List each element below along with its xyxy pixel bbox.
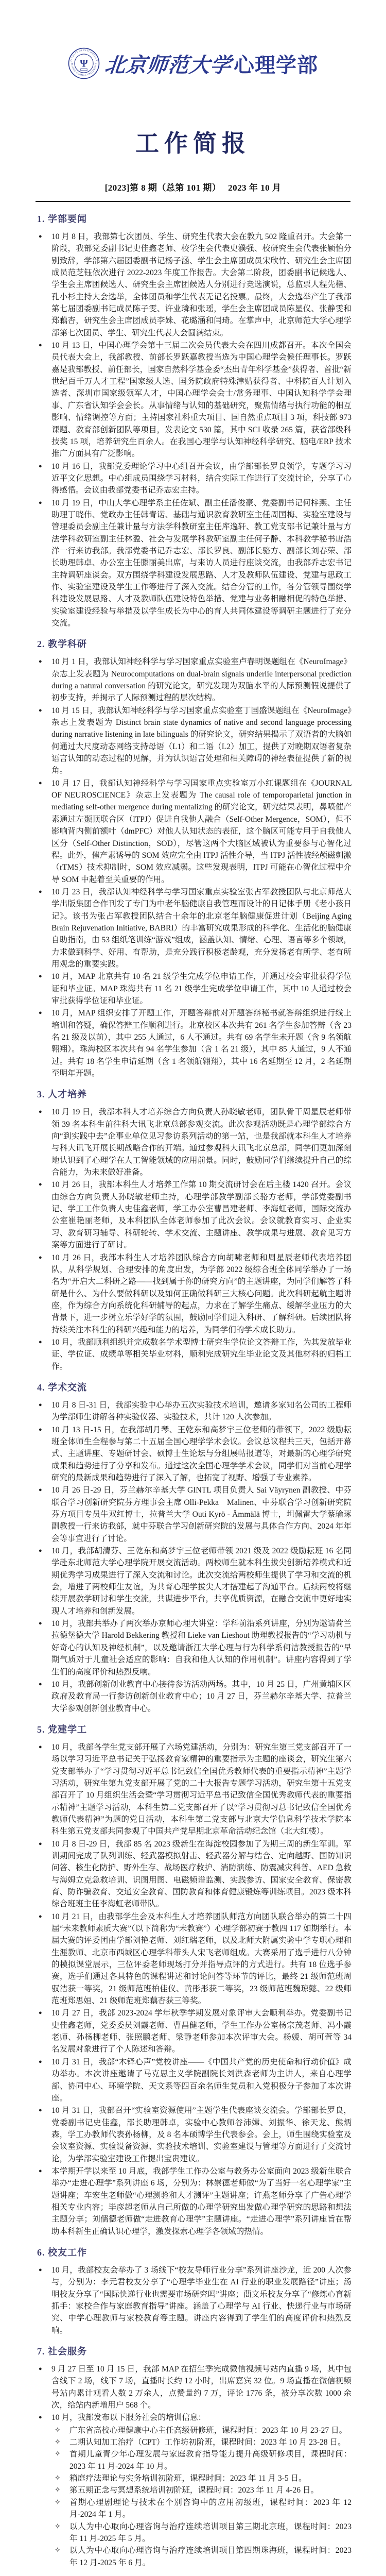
list-item-text: 10 月，我部发布以下服务社会的培训信息：	[51, 2413, 206, 2422]
list-item	[37, 2007, 352, 2055]
list-item-text: 10 月，MAP 北京共有 10 名 21 级学生完成学位申请工作，并通过校会审批获得学位证和毕业证。MAP 珠海共有 11 名 21 级学生完成学位申请工作，其中 10 人通过校会审批获得学位证和毕业证。	[51, 972, 352, 1005]
list-item	[37, 1679, 352, 1715]
list-item	[37, 2412, 352, 2424]
bullet-icon: ●	[39, 342, 42, 349]
section-heading: 6. 校友工作	[37, 2247, 87, 2258]
section-heading: 2. 教学科研	[37, 639, 87, 650]
list-item-text: 10 月，我部共举办了两次举办京师心理大讲堂：学科前沿系列讲座，分别为邀请荷兰拉德堡德大学 Harold Bekkering 教授和 Lieke van Lieshout 助理教授报告的“学习动机与好奇心的认知及神经机制”，以及邀请浙江大学心理与行为科学系何洁教授报告的“早期气质对于儿童社会适应的影响：自我和他人认知的作用机制”。讲座内容得到了学生们的高度评价和热烈反响。	[51, 1619, 352, 1676]
sub-list-item	[51, 2497, 352, 2521]
bullet-icon: ●	[39, 1743, 42, 1750]
sub-list-item	[51, 2484, 352, 2496]
work-briefing-page	[0, 45, 386, 2576]
report-section	[37, 212, 352, 629]
list-item	[37, 656, 352, 704]
sub-list-item-text: 首期心理剧理论与技术在个别咨询中的应用初级班，课程时间：2023 年 12 月-2024 年 1 月。	[69, 2498, 352, 2519]
list-item	[37, 971, 352, 1007]
document-title: 工作简报	[135, 130, 251, 157]
bullet-icon: ●	[39, 499, 42, 506]
list-item-text: 10 月，我部各学生党支部开展了六场党建活动，分别为：研究生第三党支部召开了一场以学习习近平总书记关于弘扬教育家精神的重要指示为主题的座谈会，研究生第六党支部举办了“学习贯彻习近平总书记致信全国优秀教师代表的重要指示精神”主题学习活动，研究生第九党支部开展了党的二十大报告专题学习活动，研究生第十五党支部召开了 10 月组织生活会暨“学习贯彻习近平总书记致信全国优秀教师代表的重要指示精神”主题学习活动，本科生第二党支部召开了以“学习贯彻习总书记致信全国优秀教师代表精神”为题的党日活动，本科生第二党支部与北京大学信息科学技术学院本科生第五党支部共同参观了中国共产党早期北京革命活动纪念馆（北大红楼）。	[51, 1742, 352, 1836]
list-item-text: 10 月 26 日，我部本科生人才培养工作第 10 期交流研讨会在后主楼 1420 召开。会议由综合方向负责人孙晓敏老师主持，心理学部教学副部长骆方老师，学部党委副书记、学工工作负责人史佳鑫老师，学工办公室曹昌建老师、李海虹老师，国际交流办公室崔艳丽老师，及本科团队全体老师参加了此次会议。会议就教育实习、企业实习、教育研习辅导、科研轮转、学术交流、主题讲座、教学成果与进展、教育见习方案等方面进行了研讨。	[51, 1180, 352, 1250]
sub-list-item-text: 首期儿童青少年心理发展与家庭教育指导能力提升高级研修项目，课程时间：2023 年 11 月-2024 年 10 月。	[69, 2450, 352, 2471]
list-item	[37, 1618, 352, 1678]
list-item	[37, 1424, 352, 1484]
diamond-bullet-icon: ✧	[55, 2426, 61, 2434]
list-item	[37, 2264, 352, 2336]
list-item-text: 10 月 19 日，中山大学心理学系主任佐斌、副主任潘俊豪、党委副书记何梓燕、主任助理丁晓伟、党政办主任韩青诺、基础与通识教育教研室主任周国梅、实验室建设与管理委员会副主任兼计量与方法学科教研室主任库逸轩、教工党支部书记兼计量与方法学科教研室副主任林盈、社会与发展学科教研室副主任何子静、本科教学秘书唐浩洋一行来访我部。我部党委书记乔志宏、部长罗良、副部长骆方、副部长刘春荣、部长助理韩卓、办公室主任滕丽美出席，与来访人员进行座谈交流，由我部乔志宏书记主持调研座谈会。双方围绕学科建设发展思路、人才及教师队伍建设、党建与思政工作、实验室建设及学生工作等进行了深入交流。结合分管的工作，各分管领导围绕学科建设发展思路、人才及教师队伍建设特色举措、党建与业务相融相促的特色举措、实验室建设经验与举措及以学生成长为中心的育人共同体建设等调研主题进行了充分交流。	[51, 498, 352, 628]
list-item	[37, 1545, 352, 1617]
sub-list-item	[51, 2425, 352, 2436]
list-item-text: 10 月 19 日，我部本科人才培养综合方向负责人孙晓敏老师，团队骨干周星辰老师带领 39 名本科生前往科大讯飞北京总部参观交流。此次参观活动既是心理学部综合方向“到实践中去”企事业单位见习参访系列活动的第一站，也是我部就本科生人才培养与科大讯飞开展长期战略合作的开端。通过参观科大讯飞北京总部，同学们更加深刻地认识到了心理学在人工智能领域的应用前景。同时，鼓励同学们继续提升自己的综合能力，为未来做好准备。	[51, 1108, 352, 1177]
diamond-bullet-icon: ✧	[55, 2475, 61, 2483]
list-item-text: 10 月 8 日，我部第七次团员、学生、研究生代表大会在教九 502 隆重召开。大会第一阶段，我部党委副书记史佳鑫老师、校学生会代表史濮强、校研究生会代表张颖怡分别致辞，学部第六届团委副书记杨子涵、学生会主席团成员宋欣竹、研究生会主席团成员范芝钰依次进行 2022-2023 年度工作报告。大会第二阶段，团委副书记候选人、学生会主席团候选人、研究生会主席团候选人分别进行竞选演说，总监票人程先楷、孔小杉主持大会选举，全体团员和学生代表无记名投票。最终，大会选举产生了我部第七届团委副书记成员陈子雯、许业璘和张瑶，学生会主席团成员陈星仪、张静雯和郑藕杏，研究生会主席团成员李姝、花璐涵和闫琦。在掌声中，北京师范大学心理学部第七次团员、学生、研究生代表大会圆满结束。	[51, 232, 352, 337]
issue-number-line: [2023]第 8 期（总第 101 期） 2023 年 10 月	[104, 183, 282, 193]
sub-list-item	[51, 2521, 352, 2545]
university-logo-name	[105, 49, 318, 78]
list-item-text: 10 月 16 日，我部党委理论学习中心组召开会议，由学部部长罗良领学，专题学习习近平文化思想。中心组成员围绕学习材料，结合实际工作进行了交流讨论，分享了心得感悟。会议由我部党委书记乔志宏主持。	[51, 462, 352, 495]
list-item	[37, 2165, 352, 2238]
header-logo-row	[0, 45, 386, 81]
bullet-icon: ●	[39, 2167, 42, 2174]
list-item	[37, 705, 352, 777]
bullet-icon: ●	[39, 2107, 42, 2114]
list-item-text: 10 月，我部校友会举办了 3 场线下“校友导师行业分享”系列讲座沙龙，近 200 人次参与，分别为：李元君校友分享了“心理学毕业生在 AI 行业的职业发展路径”讲座；汤明校友分享了“国际快递行业也需要市场研究吗”讲座；蔄文乐校友分享了“修炼心育新抓手：家校合作与家庭教育指导”讲座。涵盖了心理学与 AI 行业、快递行业与市场研究、中学心理教师与家校教育等主题。讲座内容得到了学生们的高度评价和热烈反响。	[51, 2265, 352, 2335]
list-item-text: 10 月 27 日，我部 2023-2024 学年秋季学期发展对象评审大会顺利举办。党委副书记史佳鑫老师，党委委员刘霞老师、曹昌健老师，学生工作办公室杨宗茂老师、冯小霞老师、孙杨柳老师、张照鹏老师、梁静老师参加本次评审大会。杨媛、胡可萱等 34 名发展对象进行了个人陈述和答辩。	[51, 2009, 352, 2054]
list-item-text: 10 月 15 日，我部认知神经科学与学习国家重点实验室丁国盛课题组在《NeuroImage》杂志上发表题为 Distinct brain state dynamics of native and second language processing during narrative listening in late bilinguals 的研究论文，研究结果揭示了双语者的大脑如何通过大尺度动态网络支持母语（L1）和二语（L2）加工，提供了对晚期双语者复杂语言认知的动态过程的见解，并为认识语言处理和相关障碍的神经表征提供了新的视角。	[51, 706, 352, 775]
list-item	[37, 2363, 352, 2411]
bullet-icon: ●	[39, 1010, 42, 1016]
bullet-icon: ●	[39, 2366, 42, 2372]
psi-symbol: Ψ	[80, 58, 88, 70]
section-heading: 3. 人才培养	[37, 1089, 87, 1100]
bullet-icon: ●	[39, 1681, 42, 1687]
bullet-icon: ●	[39, 779, 42, 786]
list-item	[37, 1336, 352, 1372]
list-item-text: 10 月 8 日-29 日，我部 85 名 2023 级新生在海淀校园参加了为期三周的新生军训。军训期间完成了队列训练、轻武器模拟射击、轻武器分解与结合、定向越野、国防知识问答、核生化防护、野外生存、战场医疗救护、消防演练、防震减灾科普、AED 急救与海姆立克急救培训、识图用图、电磁频谱监测、实践参访、国家安全教育、保密教育、防诈骗教育、交通安全教育、国防教育和体育健康锻炼等训练项目。2023 级本科综合班班主任李海虹老师带队。	[51, 1839, 352, 1909]
bullet-icon: ●	[39, 1426, 42, 1433]
sub-list-item-text: 二期认知加工治疗（CPT）工作坊初阶班，课程时间：2023 年 10 月 23-28 日。	[69, 2438, 346, 2447]
bullet-icon: ●	[39, 973, 42, 980]
list-item	[37, 2105, 352, 2165]
diamond-bullet-icon: ✧	[55, 2498, 61, 2506]
sub-list-item-text: 第五期正念与冥想系统培训初阶班，课程时间：2023 年 11 月 4-26 日。	[69, 2486, 319, 2495]
sub-list-item	[51, 2472, 352, 2484]
sub-list-item	[51, 2545, 352, 2569]
diamond-bullet-icon: ✧	[55, 2522, 61, 2531]
list-item	[37, 1484, 352, 1545]
report-section	[37, 2344, 352, 2569]
list-item	[37, 1911, 352, 2007]
list-item-text: 本学期开学以来至 10 月底，我部学生工作办公室与教务办公室面向 2023 级新生联合举办“走进心理学”系列讲座 6 场，分别为：林崇德老师做“为了当好一名心理学家”主题讲座；车宏生老师做“心理测验和人才测评”主题讲座；许燕老师分享了广告心理学相关专业内容；毕彦超老师从自己所做的心理学研究出发做心理学研究的思路和想法主题分享；刘儒德老师做“走进教育心理学”主题讲座。“走进心理学”系列讲座旨在帮助本科新生正确认识心理学，激发探索心理学各领域的热情。	[51, 2166, 352, 2236]
report-section	[37, 1380, 352, 1715]
report-section	[37, 2245, 352, 2336]
list-item	[37, 231, 352, 339]
list-item	[37, 886, 352, 970]
diamond-bullet-icon: ✧	[55, 2450, 61, 2459]
list-item-text: 10 月 17 日，我部认知神经科学与学习国家重点实验室万小红课题组在《JOURNAL OF NEUROSCIENCE》杂志上发表题为 The causal role of temporoparietal junction in mediating self-other mergence during mentalizing 的研究论文，研究结果表明，鼻喷催产素通过左颞顶联合区（lTPJ）促进自我他人融合（Self-Other Mergence，SOM），但不影响背内侧前额叶（dmPFC）对他人认知状态的表征，这个脑区可能专用于自我他人区分（Self-Other Distinction，SOD），尽管这两个大脑区域被认为重要参与心智化过程。此外，催产素诱导的 SOM 效应完全由 lTPJ 活性介导，当 lTPJ 活性被经颅磁刺激（rTMS）技术抑制时，SOM 效应减弱。这些发现表明，lTPJ 可能在心智化过程中介导 SOM 中起着至关重要的作用。	[51, 778, 368, 884]
section-heading: 1. 学部要闻	[37, 214, 87, 224]
bullet-icon: ●	[39, 1620, 42, 1627]
bullet-icon: ●	[39, 1401, 42, 1408]
sub-list-item-text: 以人为中心取向心理咨询与治疗连续培训项目第四期珠海班，课程时间：2023 年 12 月-2025 年 6 月。	[69, 2546, 352, 2567]
list-item-text: 10 月，MAP 组织安排了开题工作，开题答辩前对开题答辩秘书就答辩组织进行线上培训和答疑，确保答辩工作顺利进行。北京校区本次共有 261 名学生参加答辩（含 23 名 21 级及以前），其中 255 人通过，6 人不通过。共有 69 名学生未开题（含 9 名领航翱翔）。珠海校区本次共有 94 名学生参加（含 1 名 21 级），其中 85 人通过，9 人不通过。共有 18 名学生申请延期（含 1 名领航翱翔），其中 16 名延期至 12 月，2 名延期至明年开题。	[51, 1009, 352, 1078]
list-item-text: 9 月 27 日至 10 月 15 日，我部 MAP 在招生季完成微信视频号站内直播 9 场，其中包含线下 2 场，线下 7 场，直播时长约 12 小时，出席嘉宾 32 位。9 场直播在微信视频号站内累计观看人数 2 万余人，点赞量约 7 万，评论 1776 条，被分享次数 1000 余次，给站内新增用户 568 个。	[51, 2365, 352, 2410]
list-item	[37, 1179, 352, 1251]
list-item	[37, 1741, 352, 1838]
list-item-text: 10 月 23 日，我部认知神经科学与学习国家重点实验室张占军教授团队与北京师范大学出版集团合作刊发了专门为中老年脑健康自我管理而设计的日记体手册《老小孩日记》。该书为张占军教授团队结合十余年的北京老年脑健康促进计划（Beijing Aging Brain Rejuvenation Initiative, BABRI）的丰富研究成果形成的科学化、生活化的脑健康自助指南，由 53 组纸笔训练“游戏”组成，涵盖认知、情绪、心理、语言等多个领域，力求做到科学、好用、有帮助，是充分践行积极老龄观，充分发扬老有所学、老有所用观念的重要实践。	[51, 887, 352, 969]
list-item	[37, 1838, 352, 1910]
svg-text:FACULTY OF PSYCHOLOGY: FACULTY OF PSYCHOLOGY	[69, 48, 99, 62]
list-item-text: 10 月，我部胡清芬、王乾东和高梦宇三位老师带领 2021 级及 2022 级励耘班 16 名同学赴东北师范大学心理学院开展交流活动。两校师生就本科生拔尖创新培养模式和近期优秀学习成果进行了深入交流和讨论。此次交流给两校师生提供了学习和交流的机会，增进了两校师生友谊，为共育心理学拔尖人才搭建起了沟通平台。后续两校将继续开展教学研讨和学生交流，共谋进步平台，共享优质资源，在融合交流中更好地实现人才培养和创新发展。	[51, 1547, 352, 1616]
bullet-icon: ●	[39, 463, 42, 469]
list-item-text: 10 月 13 日-15 日，在我部胡月琴、王乾东和高梦宇三位老师的带领下，2022 级励耘班全体师生全程参与第二十五届全国心理学学术会议。会议总议程共三天，包括开幕式、主题讲座、专题研讨会、硕博士生论坛与分组展帖报道等，对最新的心理学研究成果和趋势进行了分享和发布。通过这次全国心理学学术会议，同学们对当前心理学研究的最新成果和趋势进行了深入了解，也拓宽了视野、增强了专业素养。	[51, 1425, 352, 1482]
section-heading: 4. 学术交流	[37, 1382, 87, 1393]
bullet-icon: ●	[39, 1254, 42, 1261]
list-item-text: 10 月 21 日，由我部学生会及本科生人才培养团队师范方向团队联合举办的第二十四届“未来教师素质大赛”（以下简称为“未教赛”）心理学部初赛于教四 117 如期举行。本届大赛的评委团由学部刘艳老师、刘红瑞老师，以及北师大附属实验中学专职心理和生涯教师、北京市西城区心理学科带头人宋飞老师组成。大赛采用了选手进行八分钟的模拟课堂展示，三位评委老师现场打分并指导点评的方式进行。共有 18 位选手参赛，选手们通过各具特色的课程讲述和讨论问答等环节的评比，最终 21 级师范班周驭洁获一等奖，21 级师范班柏佳仪、黄彤彤获二等奖，23 级师范班魏琼懿、22 级师范班郑思姮、21 级师范班郑藕杏获三等奖。	[51, 1912, 352, 2006]
list-item-text: 10 月 31 日，我部“木铎心声”党校讲座——《中国共产党的历史使命和行动价值》成功举办。本次讲座邀请了马克思主义学院副院长刘洪森老师为主讲人，来自心理学部、协同中心、环境学院、天文系等四百余名师生党员和入党积极分子参加了本次讲座。	[51, 2057, 352, 2103]
bullet-icon: ●	[39, 2058, 42, 2065]
list-item	[37, 2056, 352, 2104]
bullet-icon: ●	[39, 1181, 42, 1188]
svg-text:BEIJING NORMAL UNIVERSITY: BEIJING NORMAL UNIVERSITY	[71, 62, 97, 77]
bullet-icon: ●	[39, 1548, 42, 1554]
list-item-text: 10 月，我部顺利组织并完成数名学术型博士研究生学位论文答辩工作，为其发放毕业证、学位证、成绩单等相关毕业材料，顺利完成研究生毕业论文及其他材料的归档工作。	[51, 1337, 352, 1371]
list-item	[37, 777, 368, 886]
list-item	[37, 340, 352, 460]
logo-name-university: 北京师范大学	[103, 53, 233, 77]
bullet-icon: ●	[39, 233, 42, 240]
list-item-text: 10 月 1 日，我部认知神经科学与学习国家重点实验室卢春明课题组在《NeuroImage》杂志上发表题为 Neurocomputations on dual-brain signals underlie interpersonal prediction during a natural conversation 的研究论文，研究发现为双脑水平的人际预测假说提供了初步支持，并揭示了人际预测过程的层次结构。	[51, 657, 352, 703]
bullet-icon: ●	[39, 1487, 42, 1494]
sub-list-item-text: 以人为中心取向心理咨询与治疗连续培训项目第三期北京班，课程时间：2023 年 11 月-2025 年 5 月。	[69, 2522, 352, 2543]
university-seal-icon	[68, 47, 100, 79]
list-item-text: 10 月 13 日，中国心理学会第十三届二次会员代表大会在四川成都召开。本次全国会员代表大会上，我部教授、前部长罗跃嘉教授当选为中国心理学会候任理事长。罗跃嘉是我部教授、前任部长，国家自然科学基金委“杰出青年科学基金”获得者、首批“新世纪百千万人才工程”国家级人选、国务院政府特殊津贴获得者、中科院百人计划入选者、深圳市国家级领军人才，中国心理学会会士/常务理事、中国认知科学学会理事、广东省认知学会会长。从事情绪与认知的基础研究，聚焦情绪与执行功能的相互影响、情绪调控等方面；主持国家社科重大项目、国自然重点项目 3 项，科技部 973 课题、教育部创新团队等项目，发表论文 530 篇，其中 SCI 收录 265 篇，获省部级科技奖 15 项，培养研究生百余人。在我国心理学与认知神经科学研究、脑电/ERP 技术推广方面具有广泛影响。	[51, 341, 352, 459]
sub-list-item	[51, 2436, 352, 2448]
bullet-icon: ●	[39, 1338, 42, 1345]
list-item	[37, 1399, 352, 1423]
sub-list-item-text: 广东省高校心理健康中心主任高级研修班，课程时间：2023 年 10 月 23-27 日。	[69, 2426, 347, 2435]
list-item	[37, 461, 352, 497]
report-section	[37, 637, 368, 1079]
section-heading: 5. 党建学工	[37, 1724, 87, 1735]
list-item-text: 10 月 31 日，我部召开“实验室资源使用”主题学生代表座谈交流会。学部部长罗良，党委副书记史佳鑫，部长助理韩卓，实验中心教师谷沛嫦、刘振华、徐天龙、熊炳森，学工办教师代表孙杨柳，及 8 名本硕博学生代表参会。会上，师生围绕实验室及会议室资源、实验设备资源、实验技术培训、实验室建设与管理等方面进行了交流讨论，为学部实验室建设工作提出宝贵建议。	[51, 2106, 352, 2163]
diamond-bullet-icon: ✧	[55, 2486, 61, 2495]
bullet-icon: ●	[39, 1913, 42, 1920]
bullet-icon: ●	[39, 2010, 42, 2016]
bullet-icon: ●	[39, 2266, 42, 2273]
report-section	[37, 1722, 352, 2238]
section-heading: 7. 社会服务	[37, 2346, 87, 2357]
bullet-icon: ●	[39, 707, 42, 714]
list-item	[37, 1007, 352, 1079]
report-section	[37, 1087, 352, 1372]
sub-list-item	[51, 2448, 352, 2472]
diamond-bullet-icon: ✧	[55, 2438, 61, 2447]
bullet-icon: ●	[39, 658, 42, 665]
sections	[0, 202, 386, 2569]
bullet-icon: ●	[39, 888, 42, 895]
list-item	[37, 497, 352, 630]
list-item-text: 10 月 8 日-31 日，我部实验中心举办五次实验技术培训，邀请多家知名公司的工程师为学部师生讲解各种实验仪器、实验技术，共计 120 人次参加。	[51, 1400, 352, 1422]
bullet-icon: ●	[39, 2414, 42, 2421]
diamond-bullet-icon: ✧	[55, 2547, 61, 2555]
list-item-text: 10 月 26 日-29 日，芬兰赫尔辛基大学 GINTL 项目负责人 Sai Väyrynen 副教授、中芬联合学习创新研究院芬方理事会主席 Olli-Pekka Malinen、中芬联合学习创新研究院芬方项目专员牛双红博士，拉普兰大学 Outi Kyrö - Ämmälä 博士，坦佩雷大学蔡瑜琢副教授一行来访我部，就中芬联合学习创新研究院的发展与具体合作方向、2024 年年会等事宜进行了讨论。	[51, 1486, 352, 1543]
list-item-text: 10 月，我部创新创业教育中心接待参访活动两场。其中，10 月 25 日，广州黄埔区区政府及教育局一行参访创新创业教育中心；10 月 27 日，芬兰赫尔辛基大学、拉普兰大学参观创新创业教育中心。	[51, 1680, 352, 1713]
logo-name-faculty: 心理学部	[234, 53, 318, 77]
list-item-text: 10 月 26 日，我部本科生人才培养团队综合方向胡啸老师和周星辰老师代表培养团队，从科学规划、合理安排的角度出发，为学部 2022 级综合班全体同学举办了一场名为“开启大二科研之路——找到属于你的研究方向”的主题讲座，为同学们解答了科研是什么、为什么要做科研以及如何正确做科研三大核心问题。此次科研起航主题讲座，作为综合方向系统化科研辅导的起点，力求在了解学生痛点、缓解学业压力的大背景下，进一步树立乐学好学的氛围，鼓励同学们进入科研、了解科研。后续团队将持续关注本科生的科研兴趣和能力的培养，为同学们的学术成长助力。	[51, 1253, 352, 1334]
list-item	[37, 1252, 352, 1336]
bullet-icon: ●	[39, 1840, 42, 1847]
sub-list-item-text: 箱庭疗法理论与实务培训初阶班，课程时间：2023 年 11 月 3-5 日。	[69, 2474, 307, 2483]
bullet-icon: ●	[39, 1109, 42, 1115]
list-item	[37, 1106, 352, 1178]
